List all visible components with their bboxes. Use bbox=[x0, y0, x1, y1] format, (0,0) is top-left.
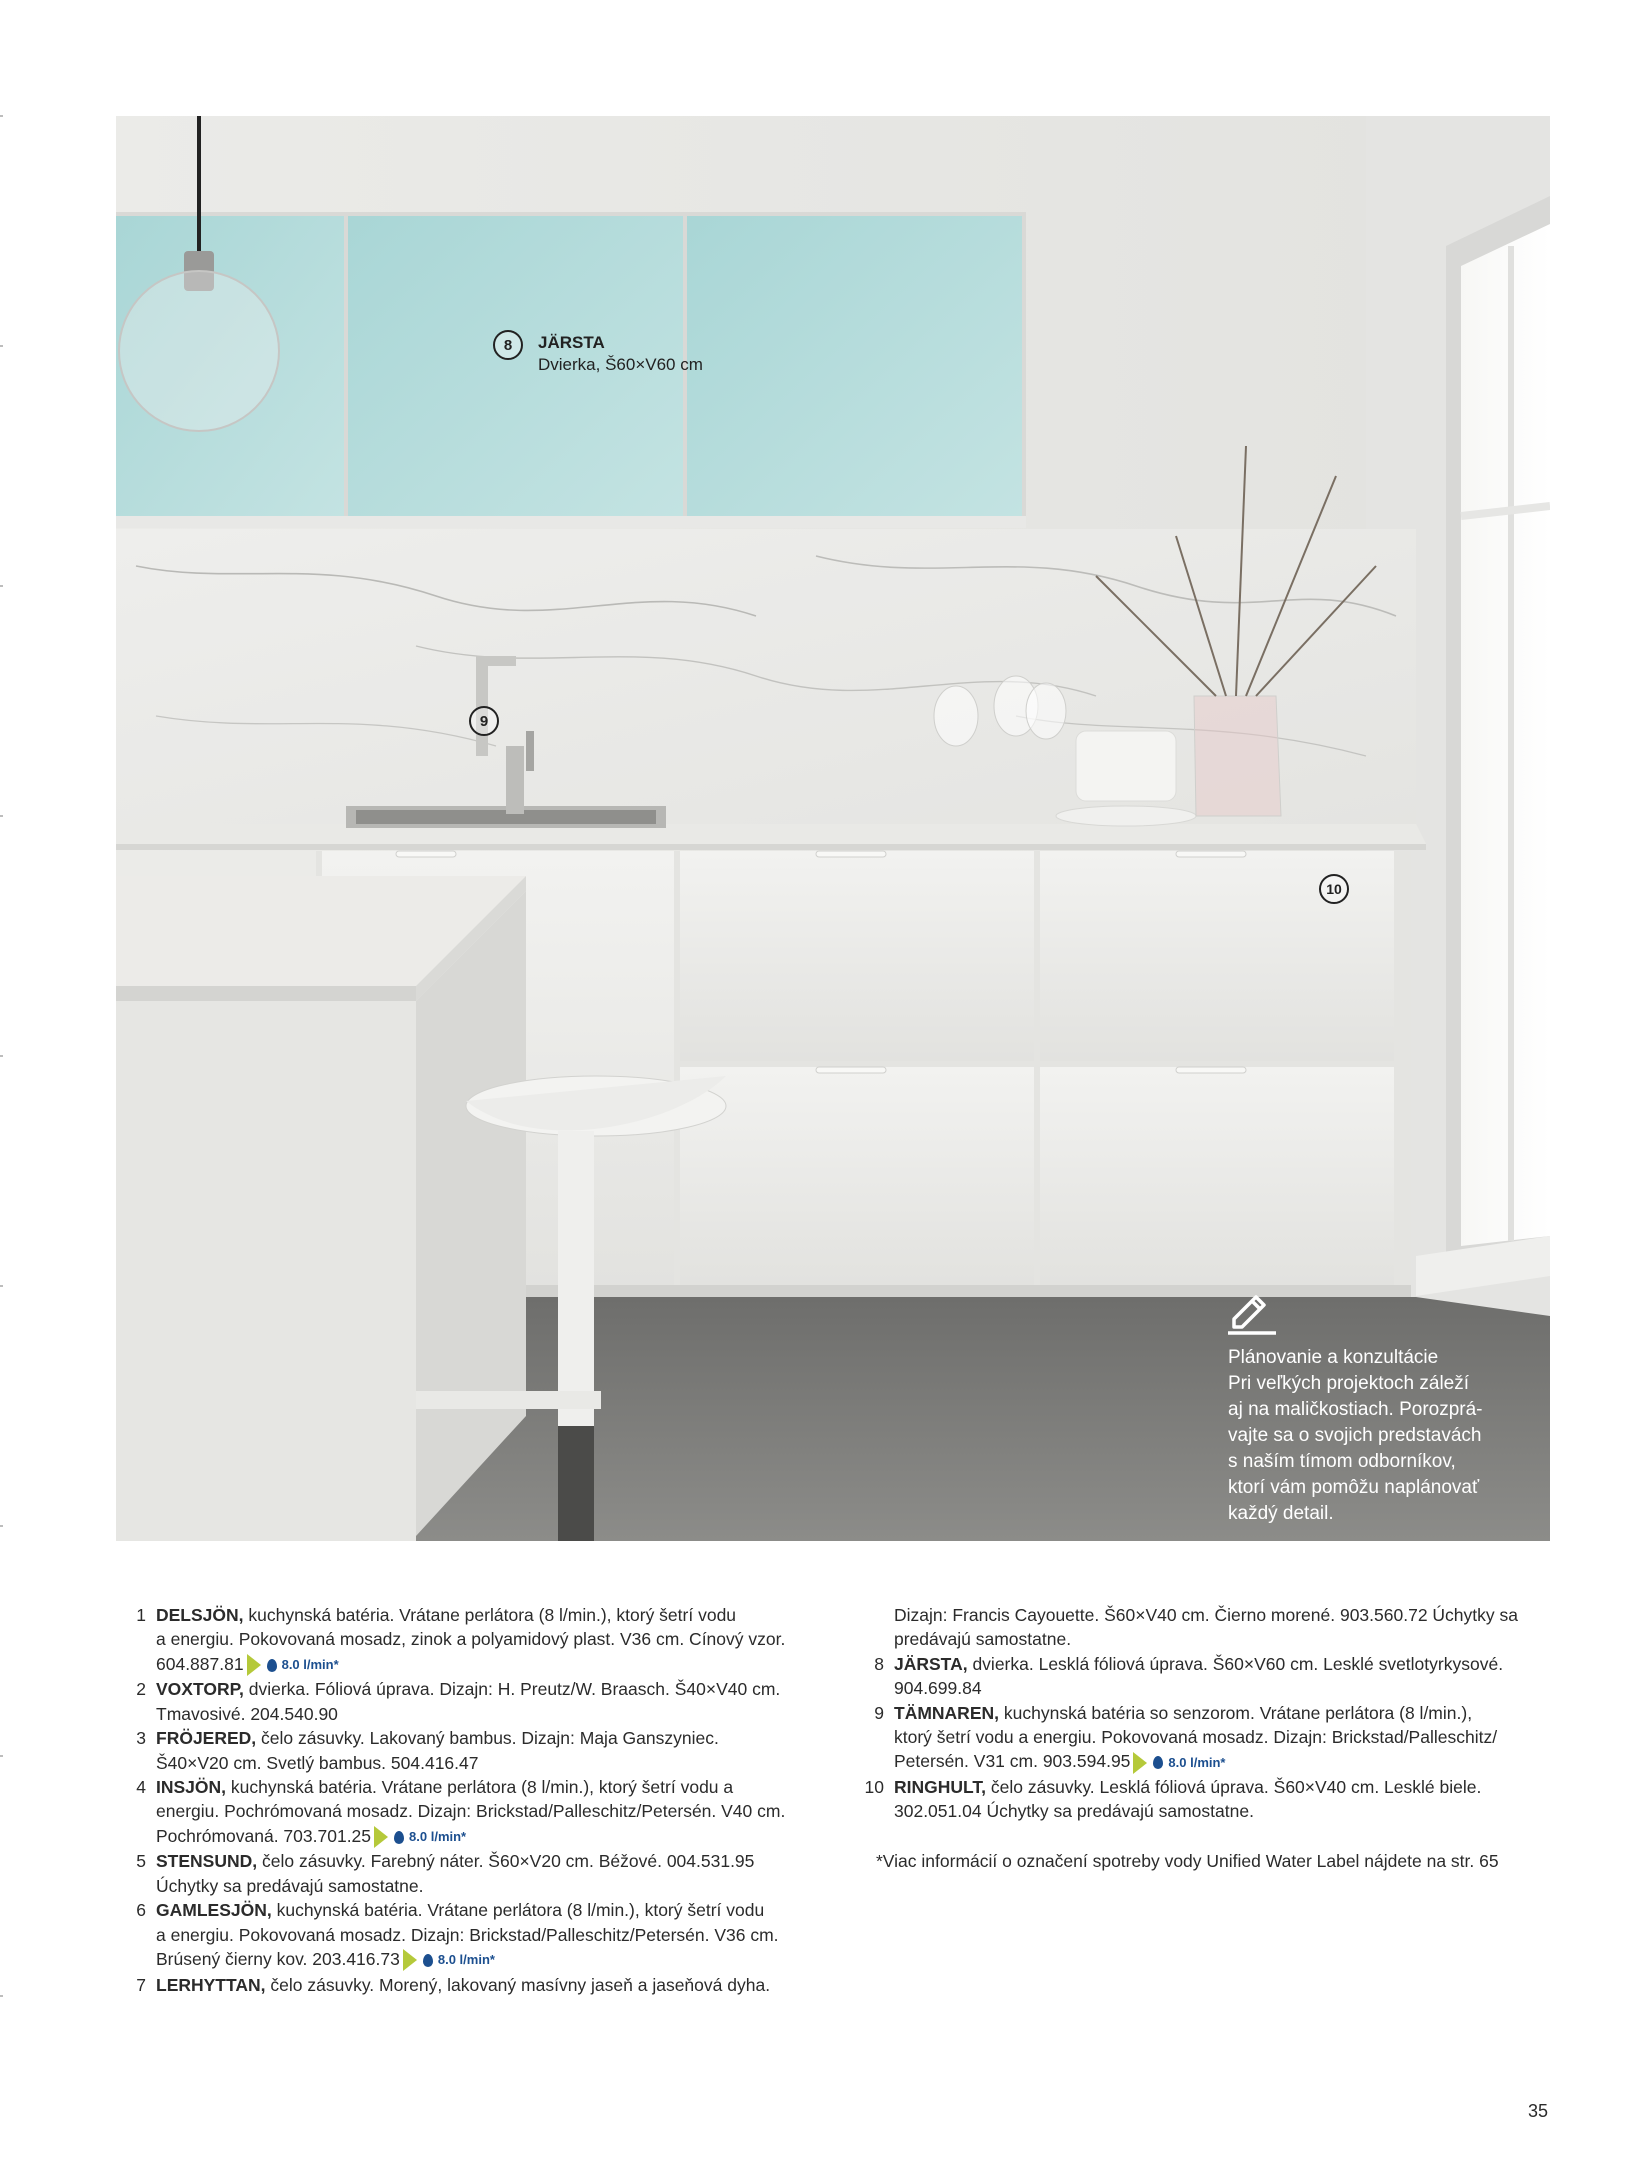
item-name: STENSUND, bbox=[156, 1851, 258, 1872]
page-number: 35 bbox=[1528, 2101, 1549, 2121]
item-number: 3 bbox=[136, 1728, 146, 1749]
item-text: kuchynská batéria so senzorom. Vrátane perlátora (8 l/min.), bbox=[1003, 1702, 1473, 1723]
item-article-number: 604.887.81 bbox=[156, 1653, 244, 1674]
item-name: JÄRSTA, bbox=[894, 1653, 968, 1674]
legend-item-3 bbox=[108, 1726, 828, 1775]
kitchen-illustration bbox=[116, 116, 1550, 1541]
water-label-badge: 8.0 l/min* bbox=[1133, 1751, 1225, 1775]
item-text: a energiu. Pokovovaná mosadz. Dizajn: Brickstad/Palleschitz/Petersén. V36 cm. bbox=[156, 1924, 779, 1945]
item-text: predávajú samostatne. bbox=[894, 1629, 1072, 1650]
water-label-badge: 8.0 l/min* bbox=[374, 1825, 466, 1849]
planning-line: vajte sa o svojich predstavách bbox=[1228, 1425, 1482, 1446]
item-name: GAMLESJÖN, bbox=[156, 1900, 272, 1921]
legend-item-9 bbox=[846, 1701, 1566, 1775]
pencil-icon bbox=[1226, 1283, 1278, 1335]
item-text: a energiu. Pokovovaná mosadz, zinok a polyamidový plast. V36 cm. Cínový vzor. bbox=[156, 1629, 786, 1650]
callout-9-number: 9 bbox=[469, 706, 499, 736]
item-name: FRÖJERED, bbox=[156, 1728, 257, 1749]
item-text: kuchynská batéria. Vrátane perlátora (8 l/min.), ktorý šetrí vodu bbox=[276, 1900, 765, 1921]
item-text: čelo zásuvky. Morený, lakovaný masívny jaseň a jaseňová dyha. bbox=[270, 1974, 771, 1995]
item-number: 2 bbox=[136, 1679, 146, 1700]
callout-8-name: JÄRSTA bbox=[538, 333, 605, 352]
legend-item-7 bbox=[108, 1973, 828, 1997]
legend-item-5 bbox=[108, 1849, 828, 1898]
page-edge-marks bbox=[0, 115, 3, 2035]
water-label-footnote: *Viac informácií o označení spotreby vody Unified Water Label nájdete na str. 65 bbox=[876, 1850, 1499, 1871]
item-number: 9 bbox=[874, 1702, 884, 1723]
water-drop-icon bbox=[1153, 1756, 1163, 1769]
item-text: dvierka. Lesklá fóliová úprava. Š60×V60 cm. Lesklé svetlotyrkysové. bbox=[972, 1653, 1504, 1674]
water-drop-icon bbox=[423, 1954, 433, 1967]
item-article-number: Petersén. V31 cm. 903.594.95 bbox=[894, 1751, 1131, 1772]
planning-line: každý detail. bbox=[1228, 1503, 1334, 1524]
item-text: Š40×V20 cm. Svetlý bambus. 504.416.47 bbox=[156, 1752, 479, 1773]
product-legend-right bbox=[846, 1603, 1566, 1873]
item-text: čelo zásuvky. Lakovaný bambus. Dizajn: Maja Ganszyniec. bbox=[261, 1728, 719, 1749]
item-name: RINGHULT, bbox=[894, 1777, 987, 1798]
item-text: 904.699.84 bbox=[894, 1678, 982, 1699]
water-label-arrow-icon bbox=[374, 1826, 388, 1848]
planning-consultation-box bbox=[1228, 1345, 1528, 1527]
item-text: Úchytky sa predávajú samostatne. bbox=[156, 1875, 424, 1896]
item-text: čelo zásuvky. Lesklá fóliová úprava. Š60×V40 cm. Lesklé biele. bbox=[990, 1777, 1482, 1798]
item-name: INSJÖN, bbox=[156, 1777, 227, 1798]
callout-8-label bbox=[538, 332, 703, 376]
item-text: kuchynská batéria. Vrátane perlátora (8 l/min.), ktorý šetrí vodu bbox=[248, 1605, 737, 1625]
item-name: VOXTORP, bbox=[156, 1679, 244, 1700]
item-text: ktorý šetrí vodu a energiu. Pokovovaná mosadz. Dizajn: Brickstad/Palleschitz/ bbox=[894, 1727, 1498, 1748]
product-legend-left bbox=[108, 1603, 828, 1997]
legend-item-1 bbox=[108, 1603, 828, 1677]
legend-item-6 bbox=[108, 1898, 828, 1972]
water-label-badge: 8.0 l/min* bbox=[403, 1948, 495, 1972]
water-label-arrow-icon bbox=[403, 1949, 417, 1971]
water-label-arrow-icon bbox=[1133, 1752, 1147, 1774]
callout-10-number: 10 bbox=[1319, 874, 1349, 904]
item-text: dvierka. Fóliová úprava. Dizajn: H. Preutz/W. Braasch. Š40×V40 cm. bbox=[248, 1679, 781, 1700]
item-number: 1 bbox=[136, 1605, 146, 1625]
item-number: 10 bbox=[864, 1777, 884, 1798]
water-drop-icon bbox=[267, 1659, 277, 1672]
item-text: čelo zásuvky. Farebný náter. Š60×V20 cm. Béžové. 004.531.95 bbox=[262, 1851, 755, 1872]
item-text: 302.051.04 Úchytky sa predávajú samostatne. bbox=[894, 1801, 1254, 1822]
item-number: 4 bbox=[136, 1777, 146, 1798]
item-number: 7 bbox=[136, 1974, 146, 1995]
planning-line: s naším tímom odborníkov, bbox=[1228, 1451, 1456, 1472]
planning-title: Plánovanie a konzultácie bbox=[1228, 1347, 1439, 1368]
legend-item-10 bbox=[846, 1775, 1566, 1824]
water-label-badge: 8.0 l/min* bbox=[247, 1653, 339, 1677]
planning-line: ktorí vám pomôžu naplánovať bbox=[1228, 1477, 1480, 1498]
callout-8-desc: Dvierka, Š60×V60 cm bbox=[538, 355, 703, 374]
water-label-arrow-icon bbox=[247, 1654, 261, 1676]
item-number: 5 bbox=[136, 1851, 146, 1872]
legend-item-4 bbox=[108, 1775, 828, 1849]
water-drop-icon bbox=[394, 1831, 404, 1844]
item-number: 6 bbox=[136, 1900, 146, 1921]
legend-item-8 bbox=[846, 1652, 1566, 1701]
item-text: Dizajn: Francis Cayouette. Š60×V40 cm. Čierno morené. 903.560.72 Úchytky sa bbox=[894, 1605, 1518, 1625]
item-name: DELSJÖN, bbox=[156, 1605, 244, 1625]
planning-line: aj na maličkostiach. Porozprá- bbox=[1228, 1399, 1483, 1420]
item-text: Tmavosivé. 204.540.90 bbox=[156, 1703, 338, 1724]
item-text: energiu. Pochrómovaná mosadz. Dizajn: Brickstad/Palleschitz/Petersén. V40 cm. bbox=[156, 1801, 786, 1822]
item-article-number: Pochrómovaná. 703.701.25 bbox=[156, 1825, 372, 1846]
planning-line: Pri veľkých projektoch záleží bbox=[1228, 1373, 1470, 1394]
item-name: TÄMNAREN, bbox=[894, 1702, 999, 1723]
legend-item-2 bbox=[108, 1677, 828, 1726]
item-name: LERHYTTAN, bbox=[156, 1974, 266, 1995]
item-article-number: Brúsený čierny kov. 203.416.73 bbox=[156, 1949, 400, 1970]
item-text: kuchynská batéria. Vrátane perlátora (8 l/min.), ktorý šetrí vodu a bbox=[230, 1777, 734, 1798]
kitchen-photo bbox=[116, 116, 1550, 1541]
item-number: 8 bbox=[874, 1653, 884, 1674]
callout-8-number: 8 bbox=[493, 330, 523, 360]
legend-item-7-continued bbox=[846, 1603, 1566, 1652]
